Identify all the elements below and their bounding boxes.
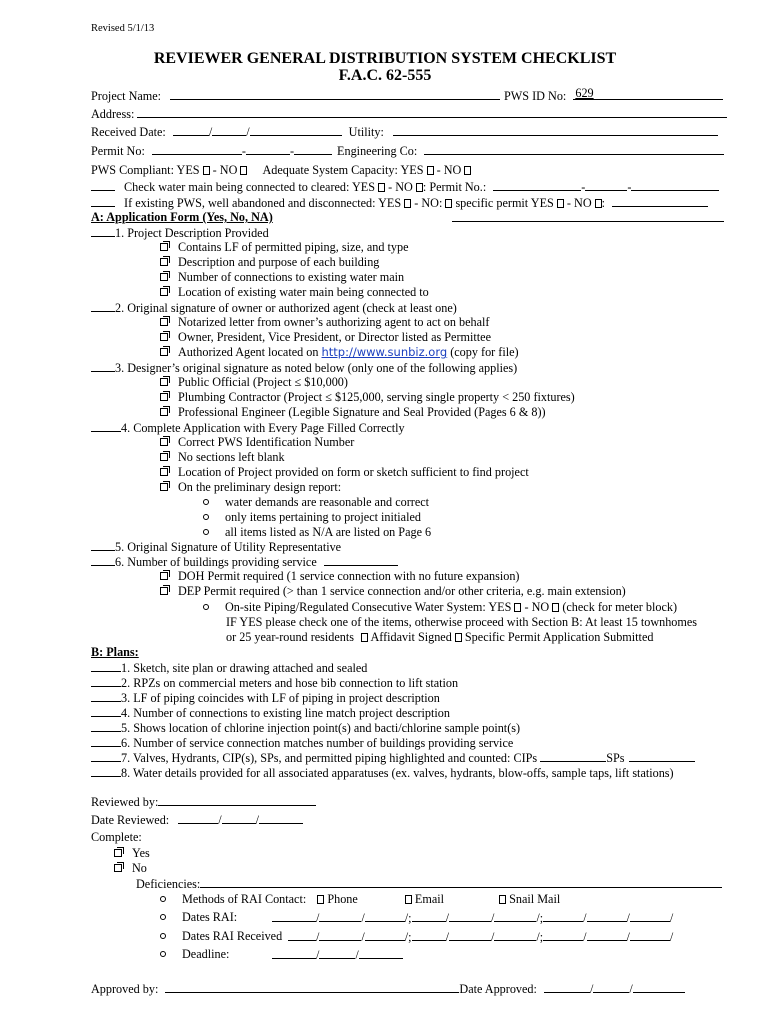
engineering-co-field[interactable] (424, 143, 724, 155)
snail-mail-checkbox[interactable] (499, 895, 506, 904)
sps-count-field[interactable] (629, 750, 695, 762)
deficiencies-row (136, 876, 722, 891)
a3-sub-3: Professional Engineer (Legible Signature and Seal Provided (Pages 6 & 8)) (160, 405, 546, 419)
specific-permit-no-checkbox[interactable] (595, 199, 602, 208)
checkbox-icon[interactable] (160, 468, 168, 476)
checkbox-icon[interactable] (160, 288, 168, 296)
email-checkbox[interactable] (405, 895, 412, 904)
circle-bullet-icon (203, 529, 209, 535)
onsite-no-checkbox[interactable] (552, 603, 559, 612)
checkbox-icon[interactable] (160, 393, 168, 401)
received-day[interactable] (212, 124, 246, 136)
affidavit-checkbox[interactable] (361, 633, 368, 642)
checkbox-icon[interactable] (160, 318, 168, 326)
received-month[interactable] (173, 124, 209, 136)
approved-by-label: Approved by: (91, 982, 159, 996)
revised-date: Revised 5/1/13 (91, 23, 155, 34)
rai-methods-row: Methods of RAI Contact: Phone Email Snail Mail (160, 892, 560, 906)
b-item-2: 2. RPZs on commercial meters and hose bib connection to lift station (91, 675, 458, 690)
a6-circ-1: On-site Piping/Regulated Consecutive Water System: YES - NO (check for meter block) (203, 600, 677, 614)
date-approved-label: Date Approved: (459, 982, 537, 996)
water-main-permit-1[interactable] (493, 179, 581, 191)
specific-permit-colon: : (601, 196, 606, 210)
utility-field[interactable] (393, 124, 718, 136)
date-reviewed-label: Date Reviewed: (91, 813, 170, 827)
check-water-main-label: Check water main being connected to cleared: YES (124, 180, 376, 194)
check-water-main-row: Check water main being connected to cleared: YES - NO : Permit No.: - - (91, 179, 719, 194)
dates-rai-received-row: Dates RAI Received / / /; / / /; / / / (160, 929, 282, 943)
a-item-4 (91, 420, 405, 435)
a3-sub-2: Plumbing Contractor (Project ≤ $125,000, serving single property < 250 fixtures) (160, 390, 575, 404)
adequate-capacity-label: Adequate System Capacity: YES (262, 163, 424, 177)
water-main-yes-checkbox[interactable] (378, 183, 385, 192)
project-name-field[interactable] (170, 88, 500, 100)
a-item-3-label: 3. Designer’s original signature as noted below (only one of the following applies) (115, 361, 518, 375)
b-item-4: 4. Number of connections to existing line match project description (91, 705, 450, 720)
permit-part-2[interactable] (246, 143, 290, 155)
water-main-no-checkbox[interactable] (416, 183, 423, 192)
circle-bullet-icon (203, 604, 209, 610)
a-item-5-label: 5. Original Signature of Utility Representative (115, 540, 342, 554)
a-item-1-blank[interactable] (91, 225, 115, 237)
deficiencies-label: Deficiencies: (136, 877, 201, 891)
adequate-no-checkbox[interactable] (464, 166, 471, 175)
a6-sub-1: DOH Permit required (1 service connection with no future expansion) (160, 569, 520, 583)
received-date-label: Received Date: (91, 125, 166, 139)
date-reviewed-row: Date Reviewed: / / (91, 812, 303, 827)
buildings-count-field[interactable] (324, 554, 398, 566)
dates-rai-row: Dates RAI: / / /; / / /; / / / (160, 910, 237, 924)
deadline-row: Deadline: / / (160, 947, 229, 961)
a-item-2 (91, 300, 457, 315)
a6-sub-2: DEP Permit required (> than 1 service connection and/or other criteria, e.g. main extension) (160, 584, 626, 598)
pws-id-field[interactable] (573, 88, 723, 100)
specific-permit-no-label: - NO (566, 196, 592, 210)
checkbox-icon[interactable] (160, 348, 168, 356)
complete-yes: Yes (114, 846, 150, 860)
section-a-right-line (452, 210, 724, 225)
page-title: REVIEWER GENERAL DISTRIBUTION SYSTEM CHECKLIST (153, 50, 617, 67)
pws-id-label: PWS ID No: (504, 89, 567, 103)
b-item-1: 1. Sketch, site plan or drawing attached and sealed (91, 660, 367, 675)
a2-sub-2: Owner, President, Vice President, or Director listed as Permittee (160, 330, 491, 344)
a4-sub-3: Location of Project provided on form or sketch sufficient to find project (160, 465, 529, 479)
a-item-4-label: 4. Complete Application with Every Page Filled Correctly (121, 421, 405, 435)
checkbox-icon[interactable] (160, 587, 168, 595)
section-a-heading: A: Application Form (Yes, No, NA) (91, 210, 273, 224)
address-field[interactable] (137, 106, 727, 118)
checkbox-icon[interactable] (114, 849, 122, 857)
pws-compliant-no-checkbox[interactable] (240, 166, 247, 175)
water-main-permit-label: : Permit No.: (422, 180, 487, 194)
a-item-1-label: 1. Project Description Provided (115, 226, 269, 240)
existing-pws-row (91, 195, 708, 210)
section-b-heading: B: Plans: (91, 645, 139, 659)
cips-count-field[interactable] (540, 750, 606, 762)
address-row (91, 106, 727, 121)
a3-sub-1: Public Official (Project ≤ $10,000) (160, 375, 348, 389)
approved-row: Approved by: Date Approved: / / (91, 981, 685, 996)
permit-no-label: Permit No: (91, 144, 145, 158)
circle-bullet-icon (160, 933, 166, 939)
phone-checkbox[interactable] (317, 895, 324, 904)
a4-circ-2: only items pertaining to project initialed (203, 510, 421, 524)
a-item-6-label: 6. Number of buildings providing service (115, 555, 317, 569)
checkbox-icon[interactable] (160, 273, 168, 281)
check-water-main-blank[interactable] (91, 179, 115, 191)
a-item-5 (91, 539, 341, 554)
project-name-row (91, 88, 500, 103)
page-subtitle: F.A.C. 62-555 (338, 67, 432, 84)
approved-by-field[interactable] (165, 981, 459, 993)
checkbox-icon[interactable] (160, 258, 168, 266)
reviewed-by-label: Reviewed by: (91, 795, 159, 809)
pws-compliant-label: PWS Compliant: YES (91, 163, 200, 177)
reviewed-by-field[interactable] (158, 794, 316, 806)
a4-sub-1: Correct PWS Identification Number (160, 435, 354, 449)
checkbox-icon[interactable] (160, 483, 168, 491)
address-label: Address: (91, 107, 135, 121)
complete-no: No (114, 861, 147, 875)
permit-part-3[interactable] (294, 143, 332, 155)
complete-label: Complete: (91, 830, 142, 844)
b-item-5: 5. Shows location of chlorine injection point(s) and bacti/chlorine sample point(s) (91, 720, 520, 735)
existing-pws-yes-checkbox[interactable] (404, 199, 411, 208)
a4-circ-1: water demands are reasonable and correct (203, 495, 429, 509)
specific-permit-label: specific permit YES (455, 196, 554, 210)
received-date-row: Received Date: / / Utility: (91, 124, 718, 139)
b-item-8: 8. Water details provided for all associated apparatuses (ex. valves, hydrants, blow-offs, sample taps, lift stations) (91, 765, 674, 780)
utility-label: Utility: (348, 125, 384, 139)
engineering-co-label: Engineering Co: (337, 144, 418, 158)
specific-permit-app-checkbox[interactable] (455, 633, 462, 642)
a4-sub-2: No sections left blank (160, 450, 285, 464)
a-item-2-label: 2. Original signature of owner or authorized agent (check at least one) (115, 301, 457, 315)
a6-circ-line-3: or 25 year-round residents Affidavit Signed Specific Permit Application Submitted (226, 630, 654, 644)
b-item-6: 6. Number of service connection matches number of buildings providing service (91, 735, 513, 750)
pws-compliant-yes-checkbox[interactable] (203, 166, 210, 175)
pws-id-row (504, 88, 723, 103)
specific-permit-yes-checkbox[interactable] (557, 199, 564, 208)
adequate-no-label: - NO (436, 163, 462, 177)
a-item-4-blank[interactable] (91, 420, 121, 432)
a-item-3 (91, 360, 517, 375)
sunbiz-link[interactable]: http://www.sunbiz.org (321, 345, 448, 359)
checkbox-icon[interactable] (160, 572, 168, 580)
existing-pws-no-checkbox[interactable] (445, 199, 452, 208)
existing-pws-label: If existing PWS, well abandoned and disconnected: YES (124, 196, 402, 210)
checkbox-icon[interactable] (160, 378, 168, 386)
a-item-6 (91, 554, 398, 569)
permit-part-1[interactable] (152, 143, 242, 155)
pws-compliant-no-label: - NO (212, 163, 238, 177)
water-main-no-label: - NO (388, 180, 413, 194)
a-item-3-blank[interactable] (91, 360, 115, 372)
a1-sub-2: Description and purpose of each building (160, 255, 379, 269)
reviewed-by-row (91, 794, 316, 809)
circle-bullet-icon (160, 914, 166, 920)
pws-compliant-row (91, 163, 471, 177)
b-item-3: 3. LF of piping coincides with LF of piping in project description (91, 690, 440, 705)
checkbox-icon[interactable] (160, 333, 168, 341)
adequate-yes-checkbox[interactable] (427, 166, 434, 175)
checkbox-icon[interactable] (114, 864, 122, 872)
circle-bullet-icon (160, 896, 166, 902)
checkbox-icon[interactable] (160, 243, 168, 251)
existing-pws-blank[interactable] (91, 195, 115, 207)
water-main-permit-2[interactable] (585, 179, 627, 191)
deficiencies-field[interactable] (200, 876, 722, 888)
existing-pws-no-label: - NO: (414, 196, 443, 210)
a1-sub-1: Contains LF of permitted piping, size, and type (160, 240, 409, 254)
received-year[interactable] (250, 124, 342, 136)
project-name-label: Project Name: (91, 89, 162, 103)
a-item-5-blank[interactable] (91, 539, 115, 551)
circle-bullet-icon (160, 951, 166, 957)
a1-sub-4: Location of existing water main being connected to (160, 285, 429, 299)
b-item-7: 7. Valves, Hydrants, CIP(s), SPs, and permitted piping highlighted and counted: CIPs SPs (91, 750, 695, 765)
onsite-yes-checkbox[interactable] (514, 603, 521, 612)
pws-id-value: 629 (575, 86, 594, 100)
a6-circ-line-2: IF YES please check one of the items, otherwise proceed with Section B: At least 15 townhomes (226, 615, 698, 629)
a2-sub-1: Notarized letter from owner’s authorizing agent to act on behalf (160, 315, 489, 329)
water-main-permit-3[interactable] (631, 179, 719, 191)
a4-sub-4: On the preliminary design report: (160, 480, 341, 494)
specific-permit-field[interactable] (612, 195, 708, 207)
checkbox-icon[interactable] (160, 453, 168, 461)
circle-bullet-icon (203, 499, 209, 505)
a-item-1 (91, 225, 269, 240)
a2-sub-3: Authorized Agent located on http://www.sunbiz.org (copy for file) (160, 345, 519, 359)
checkbox-icon[interactable] (160, 438, 168, 446)
checkbox-icon[interactable] (160, 408, 168, 416)
a-item-6-blank[interactable] (91, 554, 115, 566)
a1-sub-3: Number of connections to existing water main (160, 270, 404, 284)
a4-circ-3: all items listed as N/A are listed on Page 6 (203, 525, 431, 539)
a-item-2-blank[interactable] (91, 300, 115, 312)
circle-bullet-icon (203, 514, 209, 520)
permit-row: Permit No: - - Engineering Co: (91, 143, 724, 158)
